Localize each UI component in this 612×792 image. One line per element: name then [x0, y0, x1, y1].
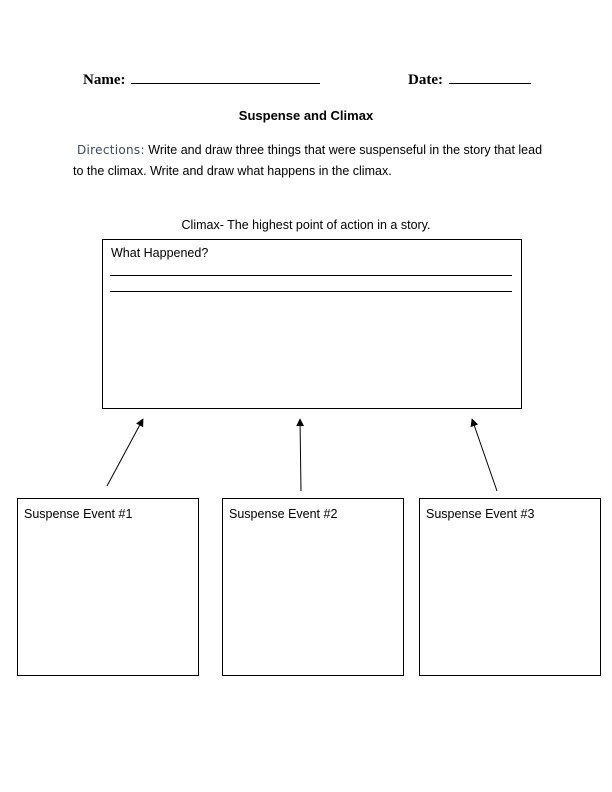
suspense-event-box-1[interactable] — [17, 498, 199, 676]
directions-text: Write and draw three things that were suspenseful in the story that lead to the climax. Write and draw what happens in the climax. — [73, 143, 543, 178]
arrow-2-to-climax — [300, 419, 301, 491]
suspense-event-label: Suspense Event #1 — [24, 507, 133, 521]
name-label: Name: — [83, 72, 126, 88]
date-label: Date: — [408, 72, 443, 88]
suspense-event-label: Suspense Event #3 — [426, 507, 535, 521]
directions-label: Directions: — [77, 143, 145, 157]
arrow-1-to-climax — [107, 419, 143, 486]
worksheet-title: Suspense and Climax — [238, 108, 374, 123]
suspense-event-box-2[interactable] — [222, 498, 404, 676]
arrow-3-to-climax — [472, 419, 497, 491]
climax-box-label: What Happened? — [111, 246, 209, 260]
suspense-event-label: Suspense Event #2 — [229, 507, 338, 521]
climax-caption: Climax- The highest point of action in a story. — [181, 218, 431, 232]
suspense-event-box-3[interactable] — [419, 498, 601, 676]
